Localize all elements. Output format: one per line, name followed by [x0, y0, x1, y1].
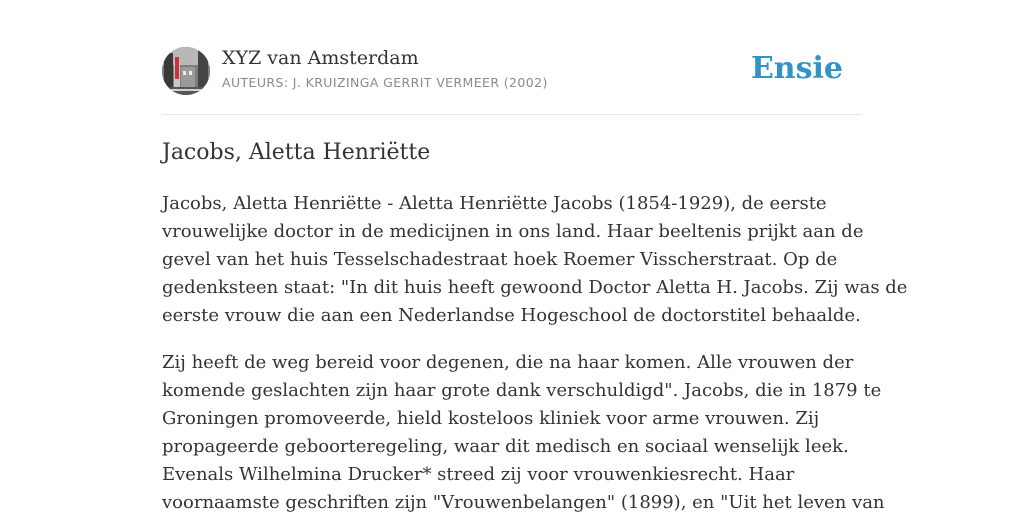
paragraph-line: voornaamste geschriften zijn "Vrouwenbelangen" (1899), en "Uit het leven van: [162, 492, 885, 513]
paragraph-line: Evenals Wilhelmina Drucker* streed zij voor vrouwenkiesrecht. Haar: [162, 464, 795, 485]
book-title[interactable]: XYZ van Amsterdam: [222, 47, 419, 69]
street-photo-icon: [162, 47, 210, 95]
paragraph-line: Groningen promoveerde, hield kosteloos kliniek voor arme vrouwen. Zij: [162, 408, 820, 429]
paragraph-line: gedenksteen staat: "In dit huis heeft gewoond Doctor Aletta H. Jacobs. Zij was de: [162, 277, 908, 298]
paragraph-line: Jacobs, Aletta Henriëtte - Aletta Henriëtte Jacobs (1854-1929), de eerste: [162, 193, 827, 214]
paragraph-line: Zij heeft de weg bereid voor degenen, die na haar komen. Alle vrouwen der: [162, 352, 854, 373]
paragraph-line: komende geslachten zijn haar grote dank verschuldigd". Jacobs, die in 1879 te: [162, 380, 882, 401]
entry-paragraph-1: [162, 190, 908, 330]
entry-title: Jacobs, Aletta Henriëtte: [162, 140, 431, 165]
book-authors: AUTEURS: J. KRUIZINGA GERRIT VERMEER (2002): [222, 75, 548, 90]
paragraph-line: vrouwelijke doctor in de medicijnen in ons land. Haar beeltenis prijkt aan de: [162, 221, 864, 242]
book-header: [162, 46, 862, 115]
paragraph-line: propageerde geboorteregeling, waar dit medisch en sociaal wenselijk leek.: [162, 436, 849, 457]
book-cover-avatar[interactable]: [162, 47, 210, 95]
paragraph-line: eerste vrouw die aan een Nederlandse Hogeschool de doctorstitel behaalde.: [162, 305, 861, 326]
ensie-logo-link[interactable]: Ensie: [750, 51, 843, 86]
paragraph-line: gevel van het huis Tesselschadestraat hoek Roemer Visscherstraat. Op de: [162, 249, 838, 270]
entry-paragraph-2: [162, 349, 885, 517]
